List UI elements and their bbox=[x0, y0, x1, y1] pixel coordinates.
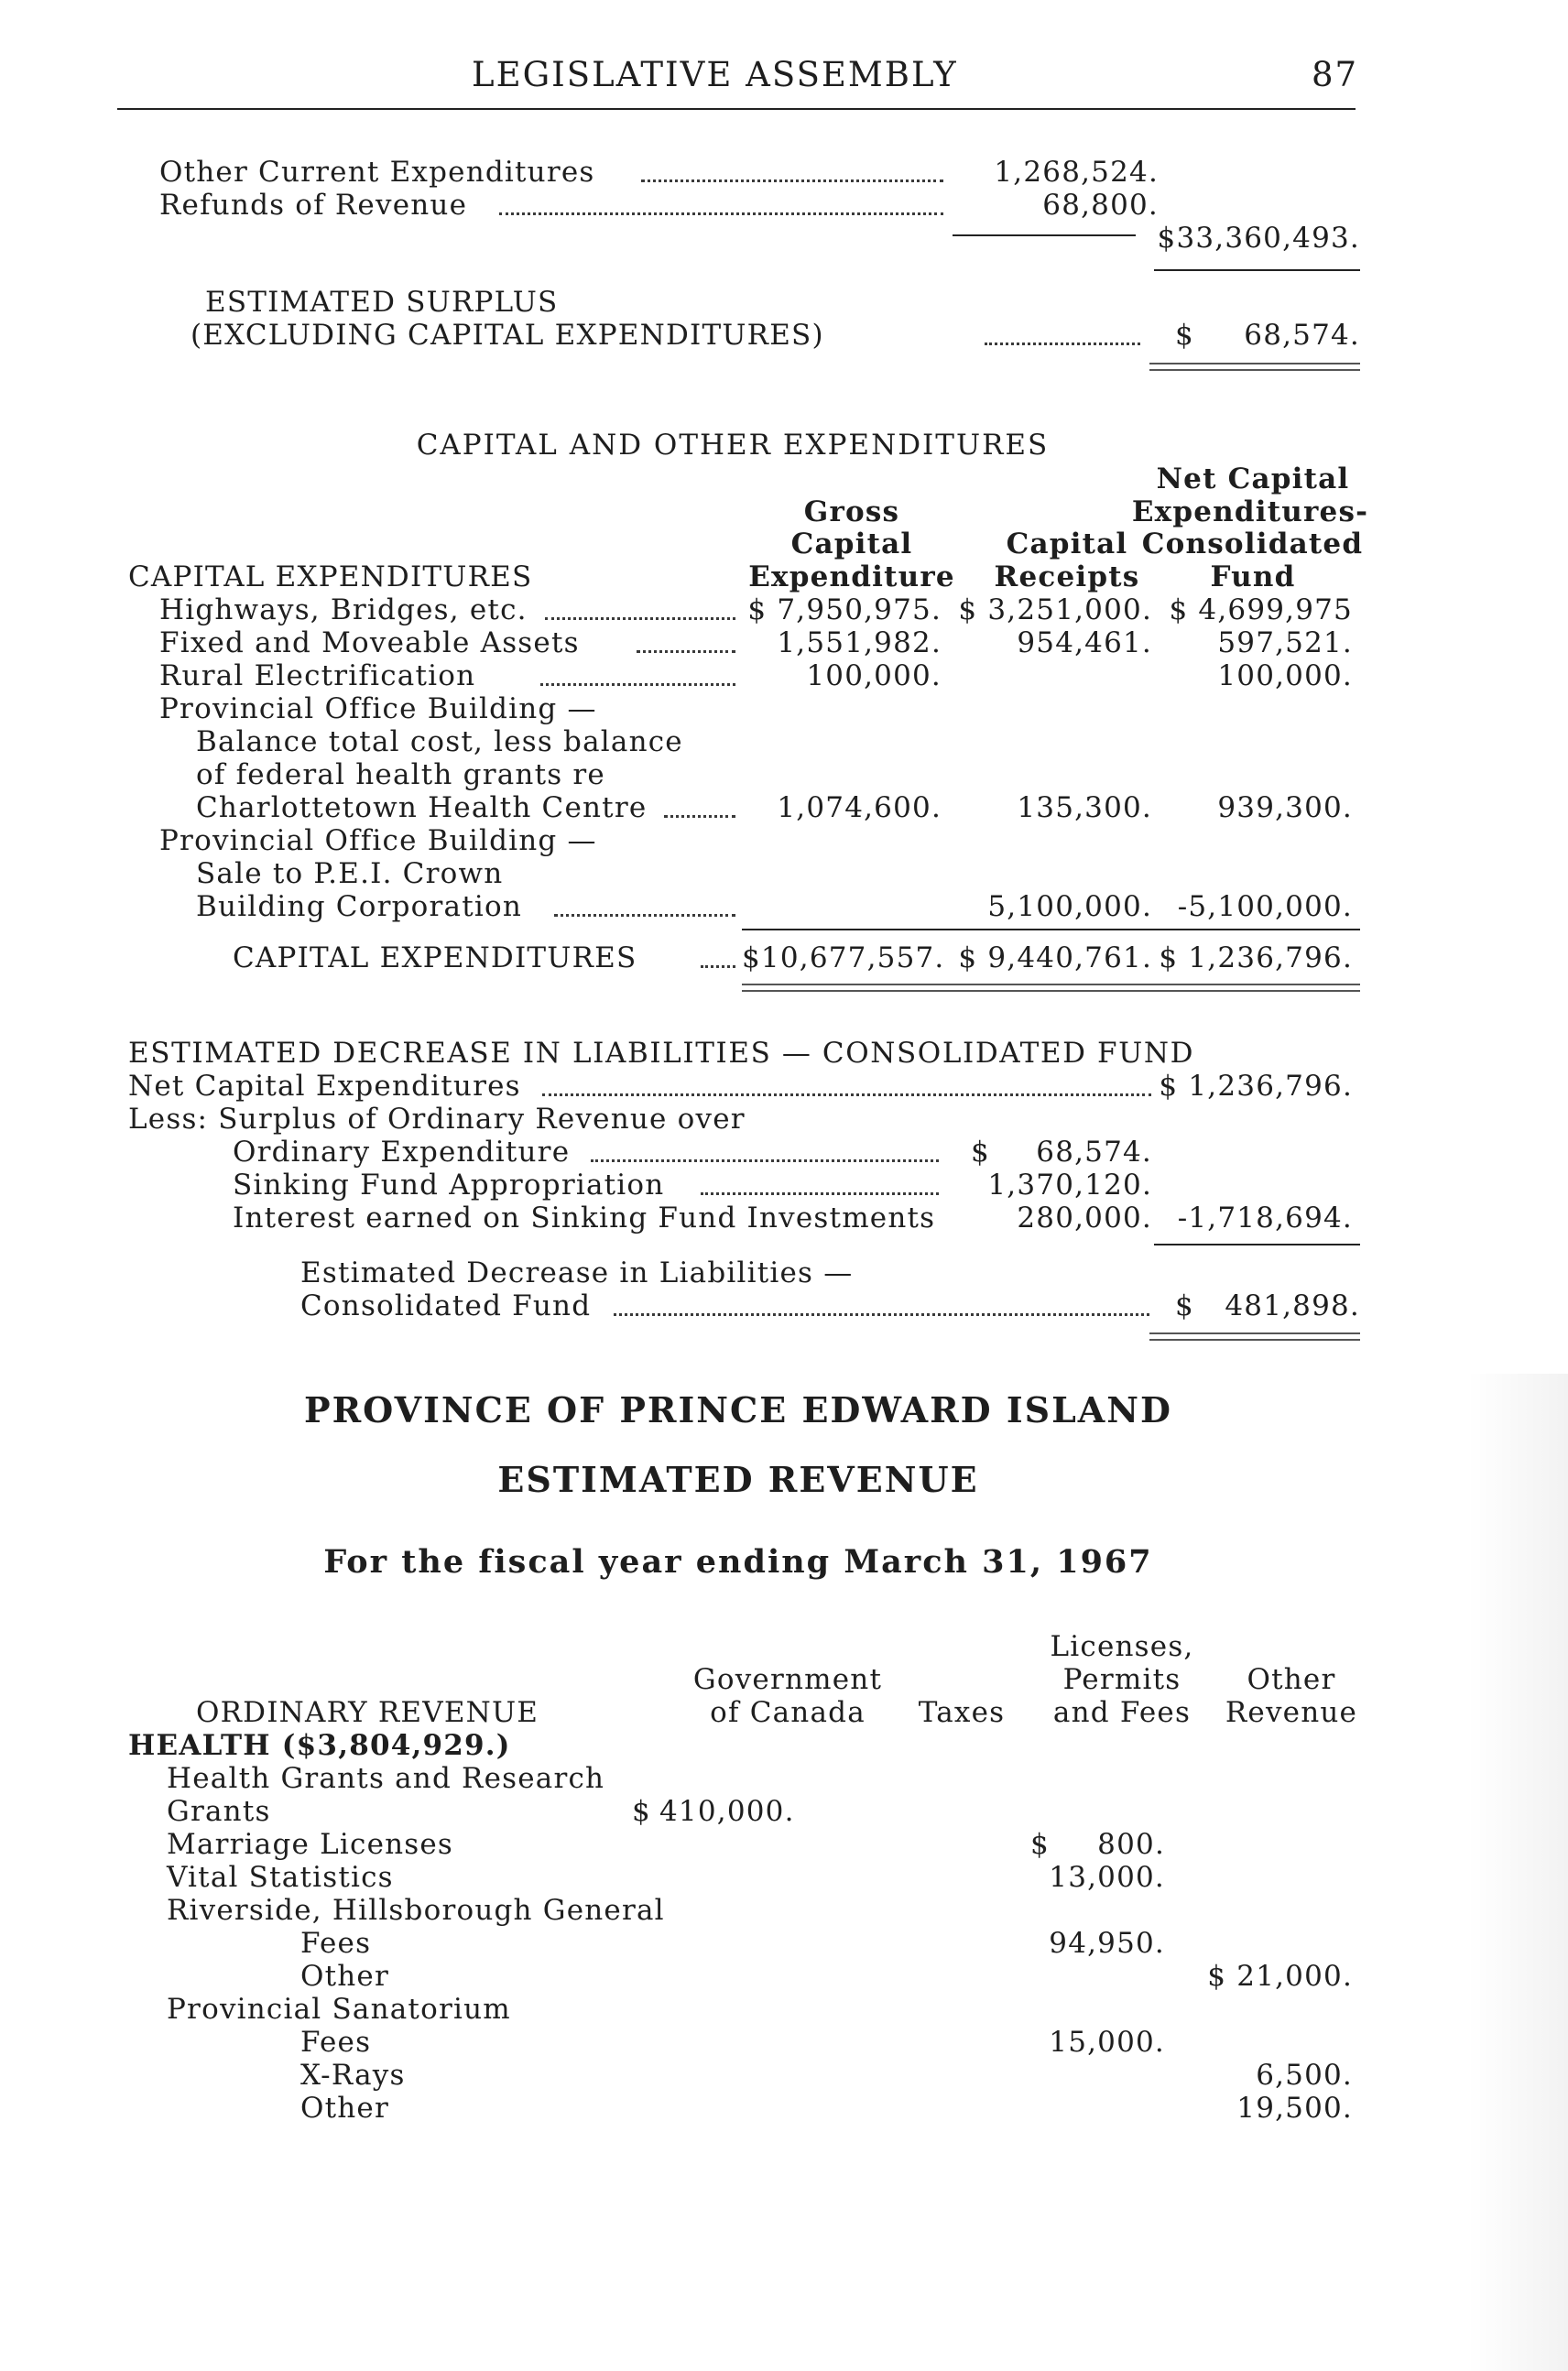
double-rule bbox=[742, 984, 1360, 992]
net-capital-label: Net Capital Expenditures bbox=[128, 1070, 521, 1103]
ordinary-revenue-label: ORDINARY REVENUE bbox=[196, 1696, 539, 1729]
col-head-capital-gross: Capital bbox=[790, 527, 913, 560]
xrays-label: X-Rays bbox=[300, 2059, 406, 2092]
riverside-other-label: Other bbox=[300, 1960, 390, 1993]
health-section-label: HEALTH ($3,804,929.) bbox=[128, 1729, 511, 1762]
capital-expenditures-label: CAPITAL EXPENDITURES bbox=[128, 560, 533, 593]
row-pob2-line3: Building Corporation bbox=[196, 890, 523, 923]
riverside-fees-label: Fees bbox=[300, 1927, 372, 1960]
row-highways-net: $ 4,699,975 bbox=[1169, 593, 1353, 626]
row-rural-gross: 100,000. bbox=[806, 659, 942, 692]
row-rural-label: Rural Electrification bbox=[159, 659, 476, 692]
sanatorium-fees-label: Fees bbox=[300, 2026, 372, 2059]
row-pob2-line1: Provincial Office Building — bbox=[159, 824, 597, 857]
xrays-value: 6,500. bbox=[1256, 2059, 1353, 2092]
header-rule bbox=[117, 108, 1356, 110]
refunds-label: Refunds of Revenue bbox=[159, 189, 468, 222]
sinking-fund-label: Sinking Fund Appropriation bbox=[233, 1169, 665, 1202]
page-number: 87 bbox=[1312, 55, 1359, 94]
dot-leader bbox=[614, 1313, 1149, 1316]
capital-total-rule bbox=[742, 929, 1360, 930]
col-head-expenditures: Expenditures- bbox=[1131, 495, 1369, 528]
total-rule bbox=[1154, 269, 1360, 271]
surplus-heading-line1: ESTIMATED SURPLUS bbox=[205, 286, 559, 319]
expenditures-total: $33,360,493. bbox=[1157, 222, 1360, 255]
dot-leader bbox=[542, 1093, 1151, 1096]
interest-label: Interest earned on Sinking Fund Investments bbox=[233, 1202, 936, 1234]
row-pob2-line2: Sale to P.E.I. Crown bbox=[196, 857, 504, 890]
vital-statistics-label: Vital Statistics bbox=[167, 1861, 394, 1894]
ordinary-expenditure-label: Ordinary Expenditure bbox=[233, 1136, 571, 1169]
dot-leader bbox=[591, 1159, 939, 1162]
surplus-heading-line2: (EXCLUDING CAPITAL EXPENDITURES) bbox=[191, 319, 824, 352]
surplus-dollar: $ bbox=[1175, 319, 1194, 352]
col-head-gross: Gross bbox=[803, 495, 900, 528]
dot-leader bbox=[641, 179, 943, 182]
dot-leader bbox=[985, 343, 1140, 345]
liabilities-heading: ESTIMATED DECREASE IN LIABILITIES — CONSOLIDATED FUND bbox=[128, 1037, 1195, 1070]
other-current-label: Other Current Expenditures bbox=[159, 156, 595, 189]
row-fixed-net: 597,521. bbox=[1217, 626, 1353, 659]
row-pob1-net: 939,300. bbox=[1217, 791, 1353, 824]
row-pob2-receipts: 5,100,000. bbox=[987, 890, 1152, 923]
surplus-value: 68,574. bbox=[1244, 319, 1360, 352]
row-pob1-line4: Charlottetown Health Centre bbox=[196, 791, 648, 824]
row-pob1-line2: Balance total cost, less balance bbox=[196, 725, 683, 758]
row-pob1-gross: 1,074,600. bbox=[777, 791, 942, 824]
less-total-value: -1,718,694. bbox=[1177, 1202, 1353, 1234]
row-pob1-receipts: 135,300. bbox=[1017, 791, 1152, 824]
vital-statistics-value: 13,000. bbox=[1049, 1861, 1165, 1894]
decrease-dollar: $ bbox=[1175, 1289, 1194, 1322]
col-head-capital-receipts: Capital bbox=[1006, 527, 1128, 560]
province-title: PROVINCE OF PRINCE EDWARD ISLAND bbox=[304, 1389, 1172, 1430]
row-fixed-gross: 1,551,982. bbox=[777, 626, 942, 659]
net-capital-value: $ 1,236,796. bbox=[1159, 1070, 1353, 1103]
other-current-value: 1,268,524. bbox=[994, 156, 1159, 189]
ordinary-dollar: $ bbox=[971, 1136, 990, 1169]
row-highways-label: Highways, Bridges, etc. bbox=[159, 593, 528, 626]
liabilities-rule bbox=[1154, 1244, 1360, 1245]
interest-value: 280,000. bbox=[1017, 1202, 1152, 1234]
refunds-value: 68,800. bbox=[1042, 189, 1159, 222]
double-rule bbox=[1149, 363, 1360, 371]
sinking-fund-value: 1,370,120. bbox=[987, 1169, 1152, 1202]
sanatorium-other-value: 19,500. bbox=[1236, 2092, 1353, 2125]
dot-leader bbox=[499, 212, 943, 215]
dot-leader bbox=[540, 683, 735, 686]
dot-leader bbox=[701, 1192, 939, 1195]
col-head-revenue: Revenue bbox=[1225, 1696, 1358, 1729]
col-head-receipts: Receipts bbox=[994, 560, 1140, 593]
riverside-label: Riverside, Hillsborough General bbox=[167, 1894, 665, 1927]
fiscal-year-subtitle: For the fiscal year ending March 31, 1967 bbox=[323, 1543, 1153, 1581]
sanatorium-fees-value: 15,000. bbox=[1049, 2026, 1165, 2059]
ordinary-value: 68,574. bbox=[1036, 1136, 1152, 1169]
decrease-label-line2: Consolidated Fund bbox=[300, 1289, 592, 1322]
dot-leader bbox=[701, 965, 735, 968]
col-head-of-canada: of Canada bbox=[710, 1696, 866, 1729]
row-fixed-label: Fixed and Moveable Assets bbox=[159, 626, 580, 659]
row-rural-net: 100,000. bbox=[1217, 659, 1353, 692]
health-grants-value: 410,000. bbox=[659, 1795, 795, 1828]
decrease-value: 481,898. bbox=[1225, 1289, 1360, 1322]
col-head-expenditure: Expenditure bbox=[748, 560, 955, 593]
riverside-fees-value: 94,950. bbox=[1049, 1927, 1165, 1960]
health-grants-line2: Grants bbox=[167, 1795, 271, 1828]
marriage-licenses-dollar: $ bbox=[1030, 1828, 1050, 1861]
col-head-net-capital: Net Capital bbox=[1156, 462, 1350, 495]
capital-total-gross: $10,677,557. bbox=[742, 941, 945, 974]
col-head-and-fees: and Fees bbox=[1052, 1696, 1192, 1729]
estimated-revenue-title: ESTIMATED REVENUE bbox=[497, 1459, 979, 1500]
less-surplus-label: Less: Surplus of Ordinary Revenue over bbox=[128, 1103, 746, 1136]
dot-leader bbox=[554, 914, 735, 917]
col-head-other: Other bbox=[1247, 1663, 1336, 1696]
subtotal-rule bbox=[953, 234, 1136, 236]
marriage-licenses-value: 800. bbox=[1097, 1828, 1165, 1861]
col-head-licenses: Licenses, bbox=[1050, 1630, 1194, 1663]
decrease-label-line1: Estimated Decrease in Liabilities — bbox=[300, 1256, 854, 1289]
capital-total-net: $ 1,236,796. bbox=[1159, 941, 1353, 974]
col-head-fund: Fund bbox=[1210, 560, 1296, 593]
page-edge-shading bbox=[1467, 1374, 1568, 2371]
health-grants-dollar: $ bbox=[632, 1795, 651, 1828]
double-rule bbox=[1149, 1332, 1360, 1341]
col-head-permits: Permits bbox=[1062, 1663, 1181, 1696]
capital-total-label: CAPITAL EXPENDITURES bbox=[233, 941, 637, 974]
dot-leader bbox=[545, 617, 735, 620]
row-fixed-receipts: 954,461. bbox=[1017, 626, 1152, 659]
dot-leader bbox=[664, 815, 735, 818]
dot-leader bbox=[637, 650, 735, 653]
row-pob1-line3: of federal health grants re bbox=[196, 758, 605, 791]
row-pob1-line1: Provincial Office Building — bbox=[159, 692, 597, 725]
health-grants-line1: Health Grants and Research bbox=[167, 1762, 605, 1795]
col-head-government: Government bbox=[692, 1663, 883, 1696]
running-header-title: LEGISLATIVE ASSEMBLY bbox=[472, 55, 958, 94]
row-highways-gross: $ 7,950,975. bbox=[747, 593, 942, 626]
col-head-consolidated: Consolidated bbox=[1141, 527, 1364, 560]
sanatorium-other-label: Other bbox=[300, 2092, 390, 2125]
col-head-taxes: Taxes bbox=[918, 1696, 1006, 1729]
capital-total-receipts: $ 9,440,761. bbox=[958, 941, 1152, 974]
row-pob2-net: -5,100,000. bbox=[1177, 890, 1353, 923]
capital-section-heading: CAPITAL AND OTHER EXPENDITURES bbox=[416, 429, 1050, 462]
marriage-licenses-label: Marriage Licenses bbox=[167, 1828, 454, 1861]
riverside-other-value: $ 21,000. bbox=[1207, 1960, 1353, 1993]
row-highways-receipts: $ 3,251,000. bbox=[958, 593, 1152, 626]
sanatorium-label: Provincial Sanatorium bbox=[167, 1993, 511, 2026]
